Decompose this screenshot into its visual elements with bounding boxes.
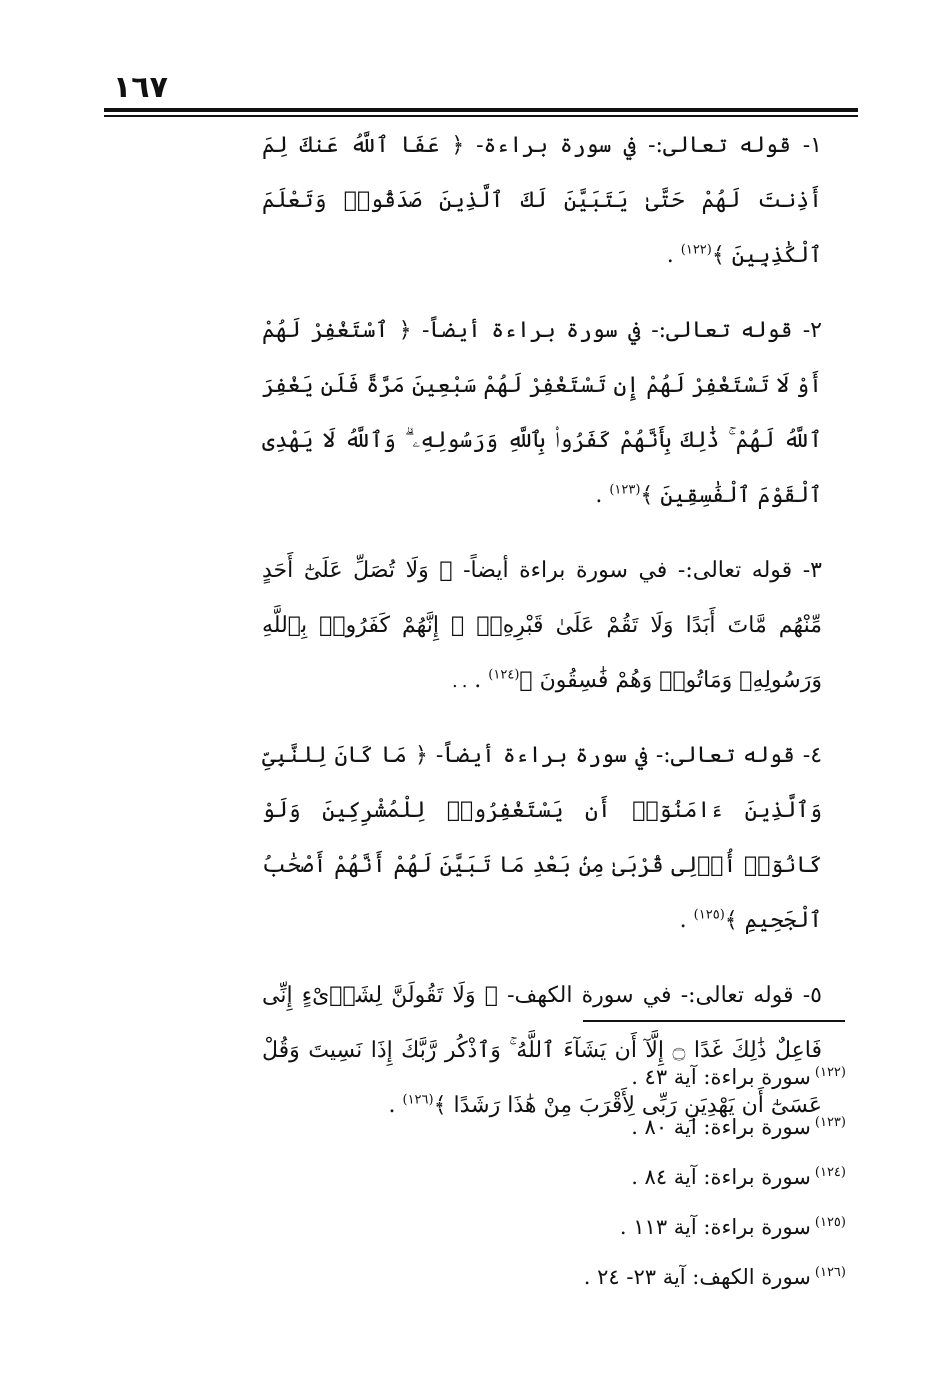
- footnotes: [420, 1052, 846, 1302]
- footnote-text: سورة الكهف: آية ٢٣- ٢٤ .: [583, 1265, 811, 1289]
- quran-verse: ﴿ مَا كَانَ لِلنَّبِىِّ وَٱلَّذِينَ ءَامَنُوٓا۟ أَن يَسْتَغْفِرُوا۟ لِلْمُشْرِكِينَ وَلَوْ كَانُوٓا۟ أُو۟لِى قُرْبَىٰ مِنۢ بَعْدِ مَا تَبَيَّنَ لَهُمْ أَنَّهُمْ أَصْحَٰبُ ٱلْجَحِيمِ ﴾: [262, 743, 822, 933]
- footnote-number: (١٢٤): [814, 1165, 846, 1180]
- item-intro: ١- قوله تعالى:- في سورة براءة-: [476, 133, 822, 158]
- footnote-text: سورة براءة: آية ٨٠ .: [631, 1115, 811, 1139]
- header-rule-thick: [104, 108, 858, 112]
- verse-item-5: ٥- قوله تعالى:- في سورة الكهف- ﴿ وَلَا تَقُولَنَّ لِشَا۟ىْءٍ إِنِّى فَاعِلٌ ذَٰلِكَ غَدًا ۝ إِلَّآ أَن يَشَآءَ ٱللَّهُ ۚ وَٱذْكُر رَّبَّكَ إِذَا نَسِيتَ وَقُلْ عَسَىٰٓ أَن يَهْدِيَنِ رَبِّى لِأَقْرَبَ مِنْ هَٰذَا رَشَدًا ﴾$^{(١٢٦)}$ .: [262, 983, 822, 1118]
- footnote-item: [420, 1252, 846, 1302]
- footnote-ref: (١٢٥): [693, 907, 725, 923]
- item-intro: ٥- قوله تعالى:- في سورة الكهف-: [507, 983, 822, 1008]
- verse-item-4: ٤- قوله تعالى:- في سورة براءة أيضاً- ﴿ مَا كَانَ لِلنَّبِىِّ وَٱلَّذِينَ ءَامَنُوٓا۟ أَن يَسْتَغْفِرُوا۟ لِلْمُشْرِكِينَ وَلَوْ كَانُوٓا۟ أُو۟لِى قُرْبَىٰ مِنۢ بَعْدِ مَا تَبَيَّنَ لَهُمْ أَنَّهُمْ أَصْحَٰبُ ٱلْجَحِيمِ ﴾$^{(١٢٥)}$ .: [262, 743, 823, 933]
- footnote-item: [420, 1202, 846, 1252]
- page-number: ١٦٧: [113, 70, 168, 105]
- header-rule-thin: [104, 115, 858, 117]
- quran-verse: ﴿ وَلَا تُصَلِّ عَلَىٰٓ أَحَدٍ مِّنْهُم مَّاتَ أَبَدًا وَلَا تَقُمْ عَلَىٰ قَبْرِهِۦٓ ۖ إِنَّهُمْ كَفَرُوا۟ بِٱللَّهِ وَرَسُولِهِۦ وَمَاتُوا۟ وَهُمْ فَٰسِقُونَ ﴾: [262, 558, 822, 693]
- quran-verse: ﴿ عَفَا ٱللَّهُ عَنكَ لِمَ أَذِنتَ لَهُمْ حَتَّىٰ يَتَبَيَّنَ لَكَ ٱلَّذِينَ صَدَقُوا۟ وَتَعْلَمَ ٱلْكَٰذِبِينَ ﴾: [262, 133, 822, 268]
- footnote-number: (١٢٢): [814, 1065, 846, 1080]
- item-intro: ٢- قوله تعالى:- في سورة براءة أيضاً-: [421, 318, 822, 343]
- footnote-ref: (١٢٤): [488, 667, 520, 683]
- quran-verse: ﴿ وَلَا تَقُولَنَّ لِشَا۟ىْءٍ إِنِّى فَاعِلٌ ذَٰلِكَ غَدًا ۝ إِلَّآ أَن يَشَآءَ ٱللَّهُ ۚ وَٱذْكُر رَّبَّكَ إِذَا نَسِيتَ وَقُلْ عَسَىٰٓ أَن يَهْدِيَنِ رَبِّى لِأَقْرَبَ مِنْ هَٰذَا رَشَدًا ﴾: [262, 983, 822, 1118]
- footnote-item: [420, 1052, 846, 1102]
- footnote-separator: [583, 1020, 845, 1022]
- footnote-number: (١٢٣): [814, 1115, 846, 1130]
- footnote-number: (١٢٦): [814, 1265, 846, 1280]
- dots-mark: ..: [452, 671, 472, 692]
- footnote-ref: (١٢٣): [609, 482, 641, 498]
- footnote-item: [420, 1152, 846, 1202]
- item-intro: ٤- قوله تعالى:- في سورة براءة أيضاً-: [435, 743, 823, 768]
- verse-item-2: ٢- قوله تعالى:- في سورة براءة أيضاً- ﴿ ٱسْتَغْفِرْ لَهُمْ أَوْ لَا تَسْتَغْفِرْ لَهُمْ إِن تَسْتَغْفِرْ لَهُمْ سَبْعِينَ مَرَّةً فَلَن يَغْفِرَ ٱللَّهُ لَهُمْ ۚ ذَٰلِكَ بِأَنَّهُمْ كَفَرُوا۟ بِٱللَّهِ وَرَسُولِهِۦ ۗ وَٱللَّهُ لَا يَهْدِى ٱلْقَوْمَ ٱلْفَٰسِقِينَ ﴾$^{(١٢٣)}$ .: [262, 318, 822, 508]
- footnote-text: سورة براءة: آية ٨٤ .: [631, 1165, 811, 1189]
- verse-item-3: ٣- قوله تعالى:- في سورة براءة أيضاً- ﴿ وَلَا تُصَلِّ عَلَىٰٓ أَحَدٍ مِّنْهُم مَّاتَ أَبَدًا وَلَا تَقُمْ عَلَىٰ قَبْرِهِۦٓ ۖ إِنَّهُمْ كَفَرُوا۟ بِٱللَّهِ وَرَسُولِهِۦ وَمَاتُوا۟ وَهُمْ فَٰسِقُونَ ﴾$^{(١٢٤)}$ .: [262, 558, 822, 693]
- footnote-number: (١٢٥): [814, 1215, 846, 1230]
- footnote-text: سورة براءة: آية ٤٣ .: [631, 1065, 811, 1089]
- footnote-ref: (١٢٢): [680, 242, 712, 258]
- quran-verse: ﴿ ٱسْتَغْفِرْ لَهُمْ أَوْ لَا تَسْتَغْفِرْ لَهُمْ إِن تَسْتَغْفِرْ لَهُمْ سَبْعِينَ مَرَّةً فَلَن يَغْفِرَ ٱللَّهُ لَهُمْ ۚ ذَٰلِكَ بِأَنَّهُمْ كَفَرُوا۟ بِٱللَّهِ وَرَسُولِهِۦ ۗ وَٱللَّهُ لَا يَهْدِى ٱلْقَوْمَ ٱلْفَٰسِقِينَ ﴾: [262, 318, 822, 508]
- item-intro: ٣- قوله تعالى:- في سورة براءة أيضاً-: [463, 558, 822, 583]
- footnote-item: [420, 1102, 846, 1152]
- footnote-text: سورة براءة: آية ١١٣ .: [619, 1215, 811, 1239]
- verse-item-1: ١- قوله تعالى:- في سورة براءة- ﴿ عَفَا ٱللَّهُ عَنكَ لِمَ أَذِنتَ لَهُمْ حَتَّىٰ يَتَبَيَّنَ لَكَ ٱلَّذِينَ صَدَقُوا۟ وَتَعْلَمَ ٱلْكَٰذِبِينَ ﴾$^{(١٢٢)}$ .: [262, 133, 822, 268]
- main-text: [262, 118, 822, 1153]
- footnote-ref: (١٢٦): [402, 1092, 434, 1108]
